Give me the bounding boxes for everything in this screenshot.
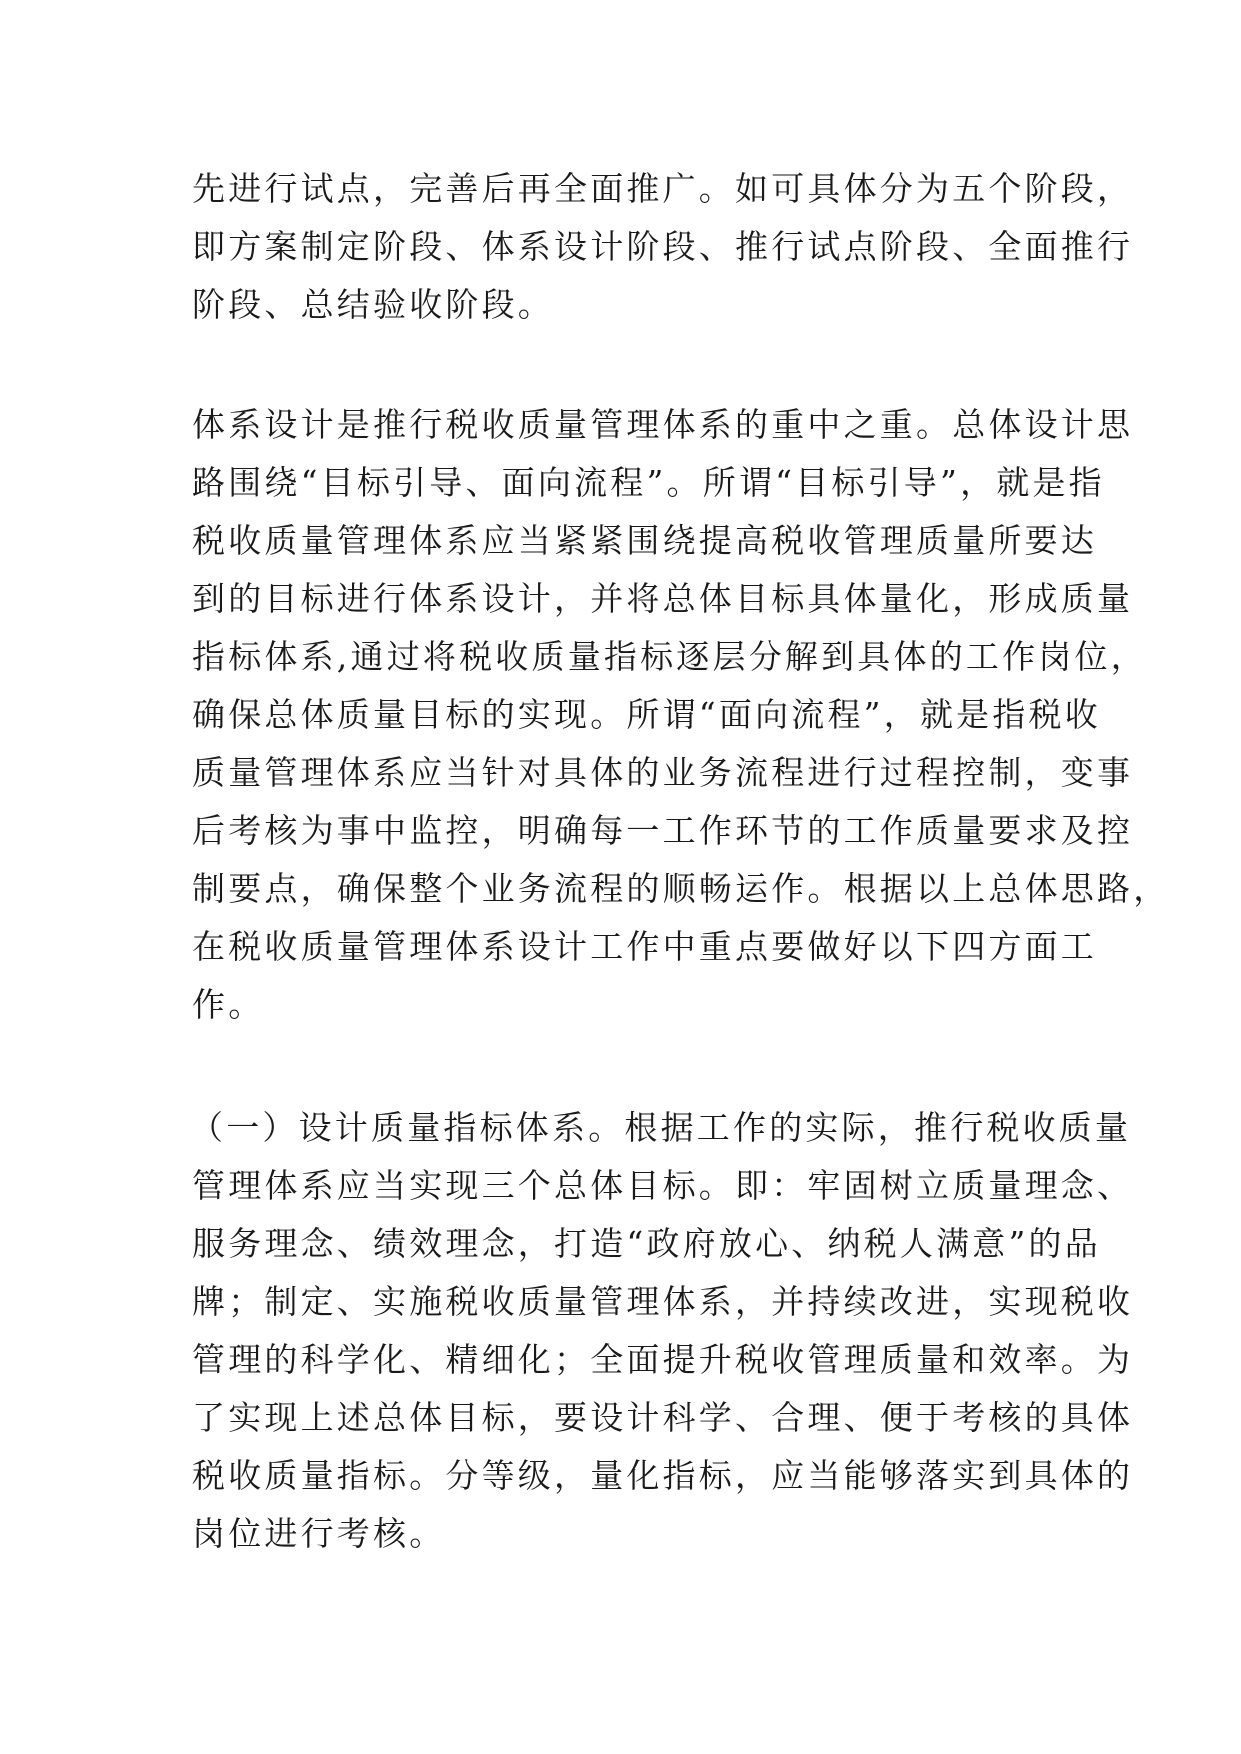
paragraph-line: 体系设计是推行税收质量管理体系的重中之重。总体设计思 bbox=[192, 405, 1134, 444]
paragraph-line: 路围绕“目标引导、面向流程”。所谓“目标引导”，就是指 bbox=[192, 463, 1105, 502]
paragraph-line: 阶段、总结验收阶段。 bbox=[192, 285, 554, 324]
paragraph-line: 税收质量管理体系应当紧紧围绕提高税收管理质量所要达 bbox=[192, 521, 1097, 560]
paragraph-line: 管理的科学化、精细化；全面提升税收管理质量和效率。为 bbox=[192, 1340, 1134, 1379]
paragraph-line: 管理体系应当实现三个总体目标。即：牢固树立质量理念、 bbox=[192, 1166, 1134, 1205]
paragraph-line: 即方案制定阶段、体系设计阶段、推行试点阶段、全面推行 bbox=[192, 227, 1134, 266]
paragraph-line: 作。 bbox=[192, 985, 265, 1024]
paragraph-line: 到的目标进行体系设计，并将总体目标具体量化，形成质量 bbox=[192, 579, 1134, 618]
paragraph-line: 质量管理体系应当针对具体的业务流程进行过程控制，变事 bbox=[192, 753, 1134, 792]
paragraph-line: 了实现上述总体目标，要设计科学、合理、便于考核的具体 bbox=[192, 1398, 1134, 1437]
paragraph-line: 牌；制定、实施税收质量管理体系，并持续改进，实现税收 bbox=[192, 1282, 1134, 1321]
paragraph-line: 在税收质量管理体系设计工作中重点要做好以下四方面工 bbox=[192, 927, 1097, 966]
paragraph-line: 后考核为事中监控，明确每一工作环节的工作质量要求及控 bbox=[192, 811, 1134, 850]
paragraph-line: 指标体系,通过将税收质量指标逐层分解到具体的工作岗位， bbox=[192, 637, 1147, 676]
paragraph-line: 税收质量指标。分等级，量化指标，应当能够落实到具体的 bbox=[192, 1456, 1134, 1495]
paragraph-line: （一）设计质量指标体系。根据工作的实际，推行税收质量 bbox=[190, 1108, 1132, 1147]
paragraph-line: 制要点，确保整个业务流程的顺畅运作。根据以上总体思路， bbox=[192, 869, 1170, 908]
paragraph-line: 服务理念、绩效理念，打造“政府放心、纳税人满意”的品 bbox=[192, 1224, 1101, 1263]
paragraph-line: 先进行试点，完善后再全面推广。如可具体分为五个阶段， bbox=[192, 169, 1134, 208]
paragraph-line: 确保总体质量目标的实现。所谓“面向流程”，就是指税收 bbox=[192, 695, 1101, 734]
paragraph-line: 岗位进行考核。 bbox=[192, 1514, 446, 1553]
